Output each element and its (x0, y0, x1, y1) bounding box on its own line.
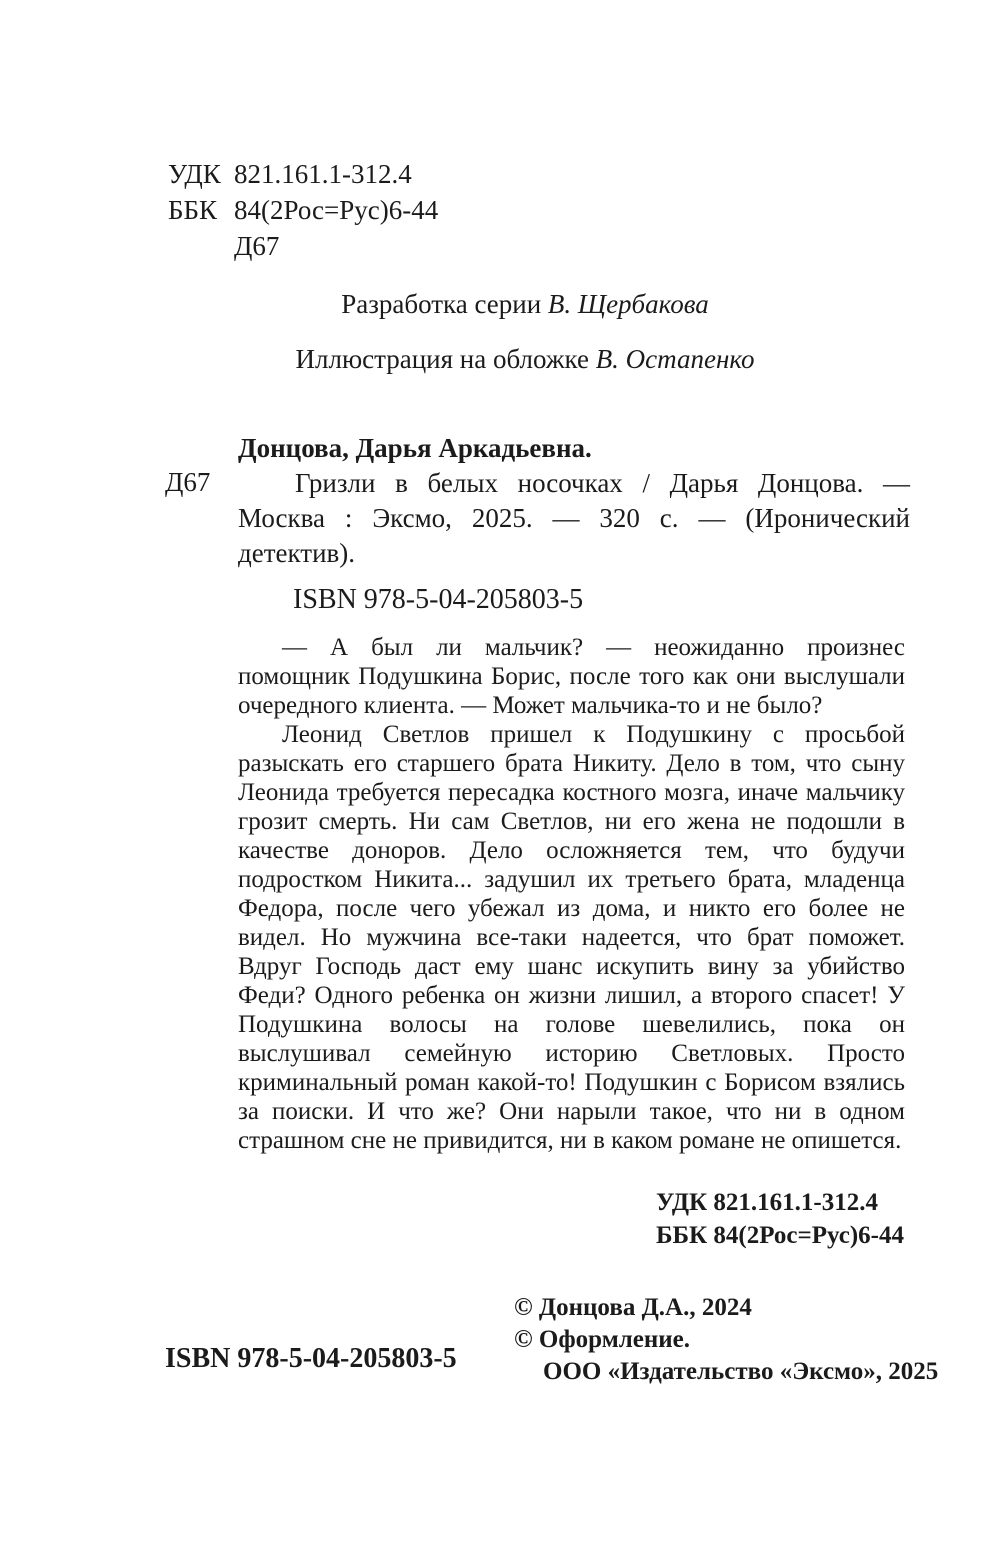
credits-block (140, 286, 910, 377)
author-sign-row (168, 228, 438, 264)
bbk-label: ББК (168, 195, 218, 225)
isbn-top: ISBN 978-5-04-205803-5 (293, 584, 584, 615)
annotation-block (238, 633, 905, 1155)
annotation-paragraph-1: — А был ли мальчик? — неожиданно произнес помощник Подушкина Борис, после того как они выслушали очередного клиента. — Может мальчика-то и не было? (238, 634, 905, 719)
bottom-codes-block (656, 1186, 904, 1252)
udk-value: 821.161.1-312.4 (234, 159, 412, 189)
copyright-line-2: © Оформление. (514, 1326, 691, 1353)
copyright-publisher-line: ООО «Издательство «Эксмо», 2025 (543, 1358, 939, 1385)
catalog-author-heading: Донцова, Дарья Аркадьевна. (238, 433, 592, 463)
bbk-row (168, 192, 438, 228)
series-credit-line (140, 286, 910, 322)
catalog-author-sign: Д67 (165, 467, 211, 497)
isbn-bottom: ISBN 978-5-04-205803-5 (165, 1343, 457, 1374)
catalog-description: Гризли в белых носочках / Дарья Донцова. — Москва : Эксмо, 2025. — 320 с. — (Иронический детектив). (238, 468, 910, 568)
top-codes-block (168, 156, 438, 264)
bottom-bbk: ББК 84(2Рос=Рус)6-44 (656, 1222, 904, 1249)
annotation-paragraph-2: Леонид Светлов пришел к Подушкину с просьбой разыскать его старшего брата Никиту. Дело в том, что сыну Леонида требуется пересадка костного мозга, иначе мальчику грозит смерть. Ни сам Светлов, ни его жена не подошли в качестве доноров. Дело осложняется тем, что будучи подростком Никита... задушил их третьего брата, младенца Федора, после чего убежал из дома, и никто его более не видел. Но мужчина все-таки надеется, что брат поможет. Вдруг Господь даст ему шанс искупить вину за убийство Феди? Одного ребенка он жизни лишил, а второго спасет! У Подушкина волосы на голове шевелились, пока он выслушивал семейную историю Светловых. Просто криминальный роман какой-то! Подушкин с Борисом взялись за поиски. И что же? Они нарыли такое, что ни в одном страшном сне не привидится, ни в каком романе не опишется. (238, 721, 905, 1154)
cover-credit-line (140, 341, 910, 377)
udk-label: УДК (168, 159, 221, 189)
copyright-line-1: © Донцова Д.А., 2024 (514, 1294, 752, 1321)
cover-credit-label: Иллюстрация на обложке (295, 344, 589, 374)
series-designer-name: В. Щербакова (547, 289, 709, 319)
bottom-udk: УДК 821.161.1-312.4 (656, 1189, 878, 1216)
copyright-block (514, 1292, 938, 1388)
author-sign: Д67 (234, 231, 280, 261)
cover-artist-name: В. Остапенко (595, 344, 755, 374)
catalog-entry-block (0, 430, 915, 571)
bbk-value: 84(2Рос=Рус)6-44 (234, 195, 439, 225)
series-credit-label: Разработка серии (341, 289, 542, 319)
udk-row (168, 156, 438, 192)
